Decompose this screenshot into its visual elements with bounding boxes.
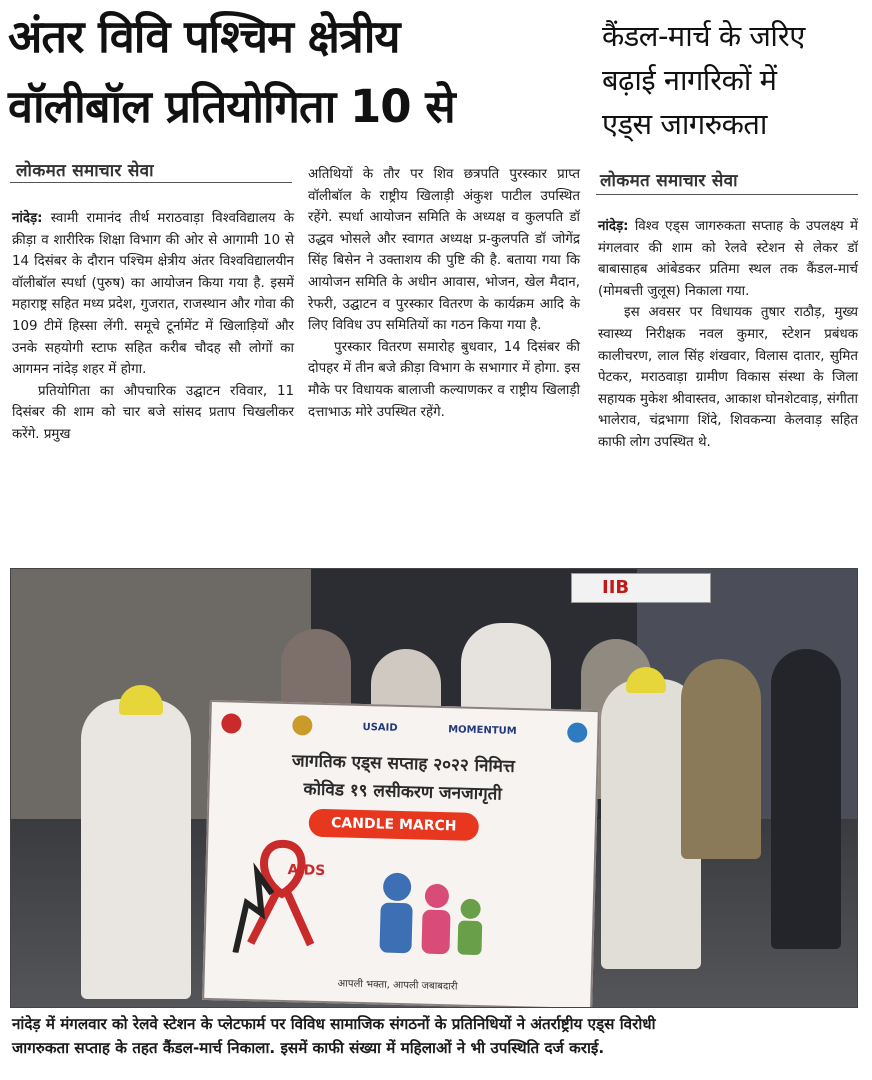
left-headline (8, 2, 588, 142)
photo-caption-line-1: नांदेड़ में मंगलवार को रेलवे स्टेशन के प्लेटफार्म पर विविध सामाजिक संगठनों के प्रतिनिधियों ने अंतर्राष्ट्रीय एड्स विरोधी (12, 1015, 656, 1033)
left-story-column-1 (12, 208, 294, 446)
right-headline (602, 14, 870, 146)
left-story-paragraph-3: अतिथियों के तौर पर शिव छत्रपति पुरस्कार प्राप्त वॉलीबॉल के राष्ट्रीय खिलाड़ी अंकुश पाटील उपस्थित रहेंगे. स्पर्धा आयोजन समिति के अध्यक्ष व कुलपति डॉ उद्धव भोसले और स्वागत अध्यक्ष प्र-कुलपति डॉ जोगेंद्र सिंह बिसेन ने उक्ताशय की पुष्टि की है. बताया गया कि आयोजन समिति के अधीन आवास, भोजन, खेल मैदान, रेफरी, उद्घाटन व पुरस्कार वितरण के कार्यक्रम आदि के लिए विविध उप समितियों का गठन किया गया है. (308, 167, 580, 334)
banner-logo-momentum: MOMENTUM (448, 723, 517, 737)
left-story-paragraph-4: पुरस्कार वितरण समारोह बुधवार, 14 दिसंबर की दोपहर में तीन बजे क्रीड़ा विभाग के सभागार में होगा. इस मौके पर विधायक बालाजी कल्याणकर व राष्ट्रीय खिलाड़ी दत्ताभाऊ मोरे उपस्थित रहेंगे. (308, 339, 580, 420)
candle-march-pill: CANDLE MARCH (308, 809, 479, 841)
banner-logo-strip (221, 710, 588, 746)
candle-march-banner (202, 700, 600, 1008)
right-story-paragraph-1-text: विश्व एड्स जागरुकता सप्ताह के उपलक्ष्य में मंगलवार की शाम को रेलवे स्टेशन से लेकर डॉ बाबासाहब आंबेडकर प्रतिमा स्थल तक कैंडल-मार्च (मोमबत्ती जुलूस) निकाला गया. (598, 219, 858, 299)
right-byline: लोकमत समाचार सेवा (600, 171, 738, 191)
right-headline-line-2: बढ़ाई नागरिकों में (602, 63, 777, 97)
right-story-paragraph-1 (598, 216, 858, 302)
family-illustration-icon (365, 856, 498, 959)
left-story-column-2 (308, 164, 580, 423)
banner-title-line-1: जागतिक एड्स सप्ताह २०२२ निमित्त (291, 751, 515, 777)
candle-march-photo (10, 568, 858, 1008)
banner-logo-usaid: USAID (362, 721, 398, 734)
right-headline-line-3: एड्स जागरुकता (602, 107, 767, 141)
partner-logo-icon (567, 722, 588, 743)
banner-title-line-2: कोविड १९ लसीकरण जनजागृती (303, 779, 503, 805)
right-story-column (598, 216, 858, 454)
right-headline-line-1: कैंडल-मार्च के जरिए (602, 19, 805, 53)
photo-station-sign-text: IIB (602, 577, 630, 598)
photo-station-sign (571, 573, 711, 603)
right-story-paragraph-2: इस अवसर पर विधायक तुषार राठौड़, मुख्य स्वास्थ्य निरीक्षक नवल कुमार, स्टेशन प्रबंधक कालीचरण, लाल सिंह शंखवार, विलास दातार, सुमित पेटकर, मराठवाड़ा ग्रामीण विकास संस्था के जिला सहायक मुकेश श्रीवास्तव, आकाश घोनशेटवाड़, संगीता भालेराव, चंद्रभागा शिंदे, शिवकन्या केलवाड़ सहित काफी लोग उपस्थित थे. (598, 305, 858, 450)
left-story-paragraph-1 (12, 208, 294, 381)
yellow-cap-right (626, 667, 666, 693)
right-byline-rule (596, 194, 858, 195)
banner-footer-text: आपली भक्ता, आपली जबाबदारी (337, 978, 458, 993)
person-jacket (681, 659, 761, 859)
aids-ribbon-icon (225, 832, 338, 955)
left-story-paragraph-2: प्रतियोगिता का औपचारिक उद्घाटन रविवार, 11 दिसंबर की शाम को चार बजे सांसद प्रताप चिखलीकर करेंगे. प्रमुख (12, 383, 294, 442)
left-story-dateline: नांदेड़: (12, 211, 43, 226)
emblem-logo-icon (292, 715, 313, 736)
yellow-cap-left (119, 685, 163, 715)
banner-aids-text: AIDS (287, 862, 326, 880)
left-headline-line-1: अंतर विवि पश्चिम क्षेत्रीय (8, 10, 400, 63)
photo-caption (12, 1012, 860, 1060)
left-byline-rule (10, 182, 292, 183)
left-headline-line-2: वॉलीबॉल प्रतियोगिता 10 से (8, 80, 455, 133)
person-dark-right (771, 649, 841, 949)
left-byline: लोकमत समाचार सेवा (16, 161, 154, 181)
person-woman-left (81, 699, 191, 999)
photo-caption-line-2: जागरुकता सप्ताह के तहत कैंडल-मार्च निकाला. इसमें काफी संख्या में महिलाओं ने भी उपस्थिति दर्ज कराई. (12, 1039, 605, 1057)
right-story-dateline: नांदेड़: (598, 219, 629, 234)
left-story-paragraph-1-text: स्वामी रामानंद तीर्थ मराठवाड़ा विश्वविद्यालय के क्रीड़ा व शारीरिक शिक्षा विभाग की ओर से आगामी 10 से 14 दिसंबर के दौरान पश्चिम क्षेत्रीय अंतर विश्वविद्यालयीन वॉलीबॉल स्पर्धा (पुरुष) का आयोजन किया गया है. इसमें महाराष्ट्र सहित मध्य प्रदेश, गुजरात, राजस्थान और गोवा की 109 टीमें हिस्सा लेंगी. समूचे टूर्नामेंट में खिलाड़ियों और उनके सहयोगी स्टाफ सहित करीब चौदह सौ लोगों का आगमन नांदेड़ शहर में होगा. (12, 211, 295, 378)
red-ribbon-logo-icon (221, 713, 242, 734)
